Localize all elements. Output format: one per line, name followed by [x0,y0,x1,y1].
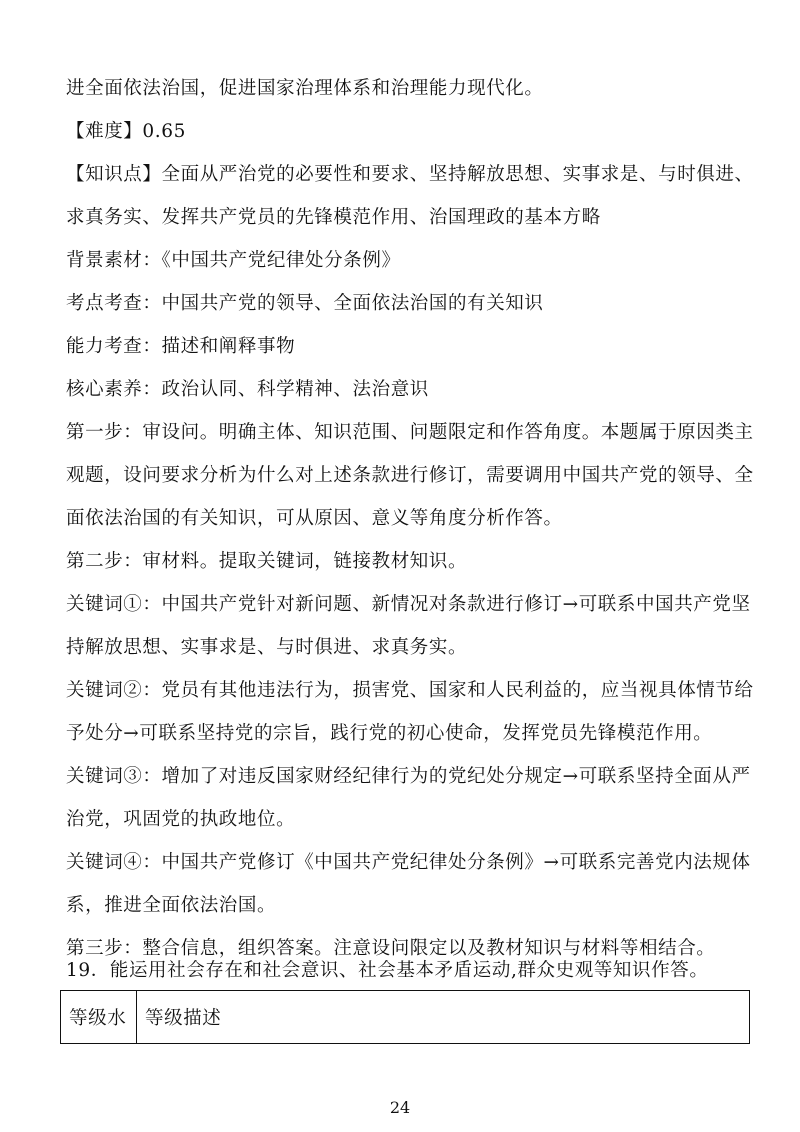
step-two-line: 第二步：审材料。提取关键词，链接教材知识。 [66,551,468,572]
text-line: 系，推进全面依法治国。 [66,895,277,916]
background-material-line: 背景素材：《中国共产党纪律处分条例》 [66,250,401,271]
text-line: 求真务实、发挥共产党员的先锋模范作用、治国理政的基本方略 [66,207,601,228]
ability-line: 能力考查：描述和阐释事物 [66,336,296,357]
keyword-4-line: 关键词④：中国共产党修订《中国共产党纪律处分条例》→可联系完善党内法规体 [66,852,751,873]
keyword-3-line: 关键词③：增加了对违反国家财经纪律行为的党纪处分规定→可联系坚持全面从严 [66,766,751,787]
difficulty-line: 【难度】0.65 [66,121,186,142]
text-line: 观题，设问要求分析为什么对上述条款进行修订，需要调用中国共产党的领导、全 [66,465,754,486]
text-line: 予处分→可联系坚持党的宗旨，践行党的初心使命，发挥党员先锋模范作用。 [66,723,713,744]
text-line: 进全面依法治国，促进国家治理体系和治理能力现代化。 [66,78,544,99]
page-number: 24 [389,1098,411,1117]
text-line: 治党，巩固党的执政地位。 [66,809,296,830]
keyword-2-line: 关键词②：党员有其他违法行为，损害党、国家和人民利益的，应当视具体情节给 [66,680,754,701]
keyword-1-line: 关键词①：中国共产党针对新问题、新情况对条款进行修订→可联系中国共产党坚 [66,594,751,615]
table-header-level: 等级水 [61,991,137,1043]
step-three-line: 第三步：整合信息，组织答案。注意设问限定以及教材知识与材料等相结合。 [66,938,716,959]
step-one-line: 第一步：审设问。明确主体、知识范围、问题限定和作答角度。本题属于原因类主 [66,422,754,443]
exam-point-line: 考点考查：中国共产党的领导、全面依法治国的有关知识 [66,293,544,314]
question-19-line: 19．能运用社会存在和社会意识、社会基本矛盾运动,群众史观等知识作答。 [66,960,709,981]
knowledge-point-line: 【知识点】全面从严治党的必要性和要求、坚持解放思想、实事求是、与时俱进、 [66,164,754,185]
text-line: 面依法治国的有关知识，可从原因、意义等角度分析作答。 [66,508,563,529]
core-literacy-line: 核心素养：政治认同、科学精神、法治意识 [66,379,429,400]
table-header-description: 等级描述 [145,1008,222,1029]
grading-table [60,990,750,1044]
text-line: 持解放思想、实事求是、与时俱进、求真务实。 [66,637,468,658]
